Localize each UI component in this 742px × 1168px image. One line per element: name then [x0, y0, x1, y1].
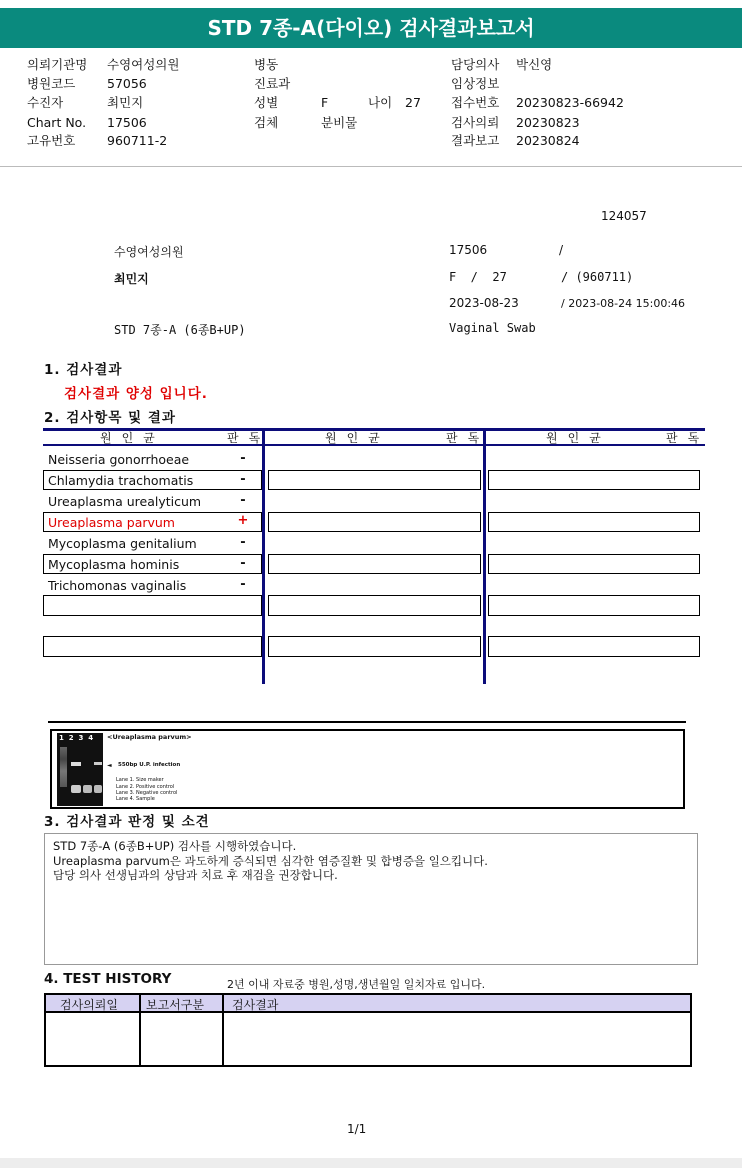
section3-title: 3. 검사결과 판정 및 소견 — [44, 814, 210, 830]
gel-arrow-icon: ◄ — [107, 762, 112, 769]
negative-primer-band — [83, 785, 92, 793]
positive-primer-band — [71, 785, 81, 793]
empty-cell — [268, 470, 481, 490]
section1-result: 검사결과 양성 입니다. — [64, 386, 208, 402]
specimen-label: 검체 — [254, 115, 279, 130]
doctor-label: 담당의사 — [451, 57, 500, 72]
organism-name: Mycoplasma hominis — [48, 557, 180, 572]
unique-label: 고유번호 — [27, 133, 76, 148]
gel-legend-3: Lane 3. Negative control — [116, 790, 178, 796]
organism-name: Trichomonas vaginalis — [48, 578, 187, 593]
header-divider — [0, 166, 742, 167]
info-chart: 17506 — [449, 243, 488, 257]
empty-cell — [43, 636, 262, 657]
organism-name: Neisseria gonorrhoeae — [48, 452, 190, 467]
empty-cell — [488, 554, 700, 574]
section1-title: 1. 검사결과 — [44, 362, 123, 378]
request-value: 20230823 — [516, 115, 580, 130]
organism-result: - — [240, 472, 246, 487]
organism-name: Mycoplasma genitalium — [48, 536, 197, 551]
report-value: 20230824 — [516, 133, 580, 148]
empty-cell — [268, 554, 481, 574]
info-report-time: / 2023-08-24 15:00:46 — [561, 297, 686, 310]
receipt-value: 20230823-66942 — [516, 95, 624, 110]
patient-label: 수진자 — [27, 95, 64, 110]
empty-cell — [488, 470, 700, 490]
chart-label: Chart No. — [27, 115, 87, 130]
sample-band — [94, 762, 102, 765]
gel-legend-2: Lane 2. Positive control — [116, 784, 175, 790]
info-sex-age: F / 27 — [449, 270, 507, 284]
col-org-1: 원인균 — [100, 431, 165, 445]
empty-cell — [268, 512, 481, 532]
gel-band-label: 550bp U.P. infection — [118, 762, 181, 768]
organism-name-positive: Ureaplasma parvum — [48, 515, 175, 530]
report-title: STD 7종-A(다이오) 검사결과보고서 — [0, 8, 742, 48]
gel-top-rule — [48, 721, 686, 723]
col-org-2: 원인균 — [325, 431, 390, 445]
gel-legend-1: Lane 1. Size maker — [116, 777, 164, 783]
report-number: 124057 — [601, 209, 647, 223]
gel-title: <Ureaplasma parvum> — [107, 733, 192, 741]
organism-result: - — [240, 535, 246, 550]
age-value: 27 — [405, 95, 421, 110]
organism-result: - — [240, 493, 246, 508]
organism-name: Chlamydia trachomatis — [48, 473, 194, 488]
gel-lane-numbers: 1 2 3 4 — [59, 734, 94, 742]
organism-name: Ureaplasma urealyticum — [48, 494, 202, 509]
opinion-line: STD 7종-A (6종B+UP) 검사를 시행하였습니다. — [53, 839, 297, 853]
unique-value: 960711-2 — [107, 133, 168, 148]
organism-result-positive: + — [237, 513, 249, 528]
info-specimen: Vaginal Swab — [449, 321, 536, 335]
history-note: 2년 이내 자료중 병원,성명,생년월일 일치자료 입니다. — [227, 978, 486, 991]
gel-electrophoresis-panel — [50, 729, 685, 809]
organism-result: - — [240, 451, 246, 466]
gel-legend-4: Lane 4. Sample — [116, 796, 155, 802]
history-col-divider — [222, 995, 224, 1065]
marker-lane — [60, 747, 67, 787]
clinic-label: 의뢰기관명 — [27, 57, 88, 72]
info-test-name: STD 7종-A (6종B+UP) — [114, 323, 246, 337]
history-col-divider — [139, 995, 141, 1065]
gel-image — [57, 733, 103, 806]
empty-cell — [43, 595, 262, 616]
empty-cell — [488, 595, 700, 616]
patient-value: 최민지 — [107, 95, 144, 110]
info-patient: 최민지 — [114, 272, 149, 286]
history-col-result: 검사결과 — [232, 998, 279, 1012]
info-slash: / — [559, 243, 564, 257]
page-number: 1/1 — [347, 1122, 367, 1136]
organism-result: - — [240, 577, 246, 592]
code-value: 57056 — [107, 76, 147, 91]
dept-label: 진료과 — [254, 76, 291, 91]
sex-label: 성별 — [254, 95, 279, 110]
report-label: 결과보고 — [451, 133, 500, 148]
col-res-1: 판독 — [227, 431, 271, 445]
opinion-line: 담당 의사 선생님과의 상담과 치료 후 재검을 권장합니다. — [53, 868, 338, 882]
opinion-line: Ureaplasma parvum은 과도하게 증식되면 심각한 염증질환 및 합병증을 일으킵니다. — [53, 853, 488, 868]
doctor-value: 박신영 — [516, 57, 553, 72]
code-label: 병원코드 — [27, 76, 76, 91]
positive-band — [71, 762, 81, 766]
history-table — [44, 993, 692, 1067]
sex-value: F — [321, 95, 329, 110]
empty-cell — [488, 636, 700, 657]
organism-result: - — [240, 556, 246, 571]
info-birth: / (960711) — [561, 270, 634, 284]
request-label: 검사의뢰 — [451, 115, 500, 130]
page-bottom-bar — [0, 1158, 742, 1168]
opinion-box — [44, 833, 698, 965]
info-date: 2023-08-23 — [449, 296, 519, 310]
grid-divider-2 — [483, 428, 486, 684]
clinical-label: 임상정보 — [451, 76, 500, 91]
col-org-3: 원인균 — [546, 431, 611, 445]
empty-cell — [268, 595, 481, 616]
grid-divider-1 — [262, 428, 265, 684]
history-header-row — [46, 995, 690, 1013]
age-label: 나이 — [368, 95, 393, 110]
specimen-value: 분비물 — [321, 115, 358, 130]
history-col-type: 보고서구분 — [146, 998, 204, 1012]
section2-title: 2. 검사항목 및 결과 — [44, 410, 176, 426]
receipt-label: 접수번호 — [451, 95, 500, 110]
empty-cell — [268, 636, 481, 657]
ward-label: 병동 — [254, 57, 279, 72]
history-col-date: 검사의뢰일 — [60, 998, 118, 1012]
info-clinic: 수영여성의원 — [114, 245, 184, 259]
col-res-3: 판독 — [666, 431, 710, 445]
clinic-value: 수영여성의원 — [107, 57, 180, 72]
chart-value: 17506 — [107, 115, 147, 130]
sample-primer-band — [94, 785, 102, 793]
section4-title: 4. TEST HISTORY — [44, 971, 172, 987]
empty-cell — [488, 512, 700, 532]
col-res-2: 판독 — [446, 431, 490, 445]
